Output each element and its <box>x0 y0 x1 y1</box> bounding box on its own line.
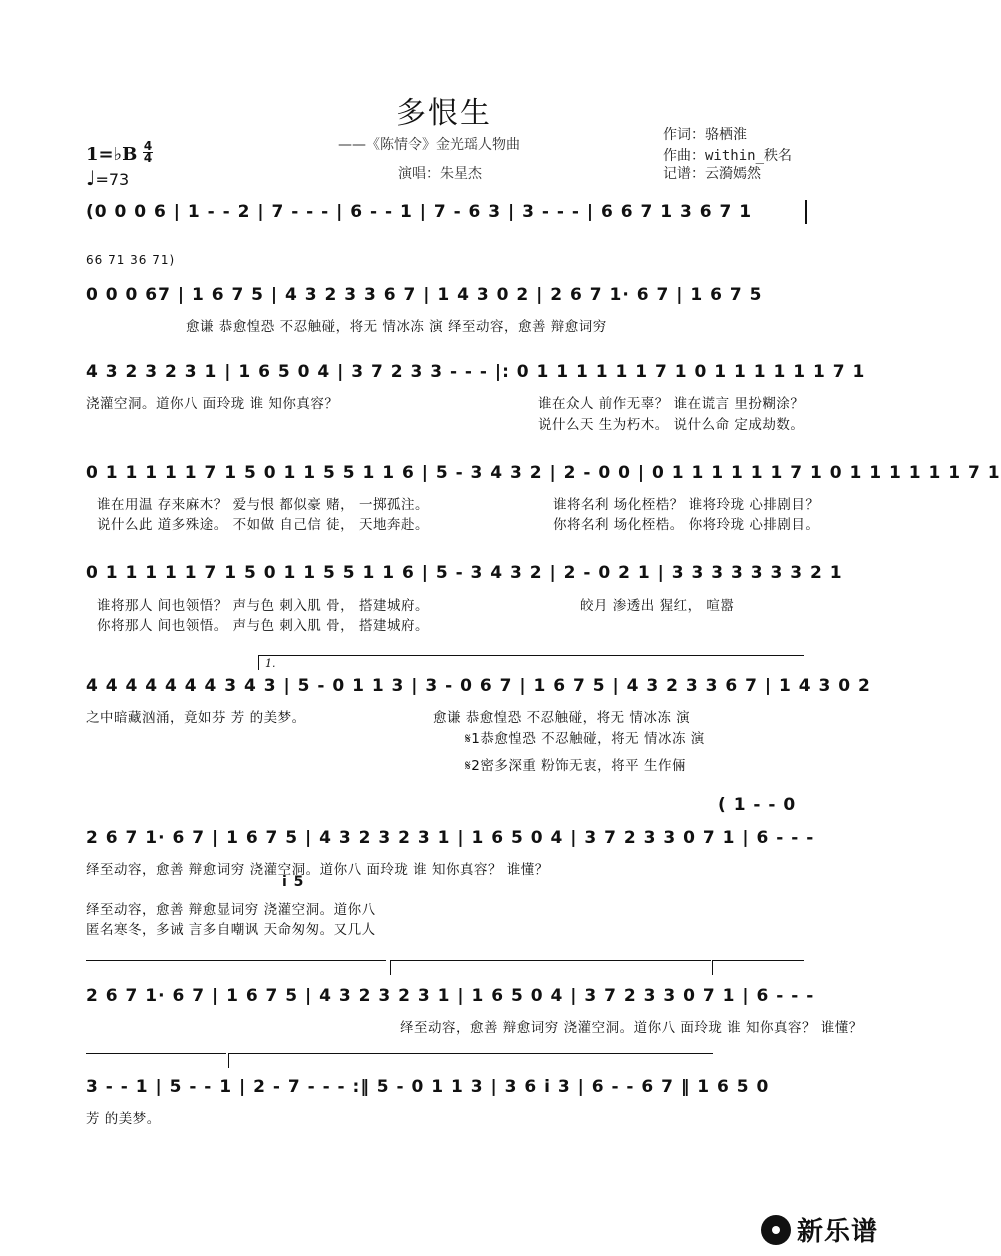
time-signature <box>143 141 153 164</box>
lyrics-row-6: 之中暗藏汹涌，竟如芬 芳 的美梦。 <box>86 710 306 726</box>
subtitle: ——《陈情令》金光瑶人物曲 <box>338 137 520 153</box>
score-row-2-small: 66 71 36 71) <box>86 253 176 267</box>
alt-notes-row-7: i 5 <box>282 874 305 890</box>
lyrics-row-4-r2: 你将名利 场化桎梏。 你将玲珑 心排剧目。 <box>553 517 820 533</box>
row-9-rule <box>86 1053 226 1054</box>
score-row-2: 0 0 0 67 | 1 6 7 5 | 4 3 2 3 3 6 7 | 1 4 3 0 2 | 2 6 7 1· 6 7 | 1 6 7 5 <box>86 285 763 305</box>
lyrics-row-6-r1: 愈谦 恭愈惶恐 不忍触碰，将无 情冰冻 演 <box>433 710 691 726</box>
lyrics-row-7-b: 绎至动容，愈善 辩愈显词穷 浇灌空洞。道你八 <box>86 902 376 918</box>
logo-text: 新乐谱 <box>796 1217 878 1247</box>
time-sig-bottom: 4 <box>143 151 153 165</box>
score-row-9: 3 - - 1 | 5 - - 1 | 2 - 7 - - - :‖ 5 - 0 1 1 3 | 3 6 i 3 | 6 - - 6 7 ‖ 1 6 5 0 <box>86 1077 770 1097</box>
score-row-7-pre: ( 1 - - 0 <box>718 795 797 815</box>
first-ending-bracket <box>258 655 804 670</box>
row-8-rule <box>86 960 386 961</box>
composer-credit: 作曲：within_秩名 <box>663 148 793 164</box>
score-row-5: 0 1 1 1 1 1 7 1 5 0 1 1 5 5 1 1 6 | 5 - 3 4 3 2 | 2 - 0 2 1 | 3 3 3 3 3 3 3 2 1 <box>86 563 843 583</box>
transcriber-credit: 记谱：云漪嫣然 <box>663 166 761 182</box>
score-row-8: 2 6 7 1· 6 7 | 1 6 7 5 | 4 3 2 3 2 3 1 | 1 6 5 0 4 | 3 7 2 3 3 0 7 1 | 6 - - - <box>86 986 815 1006</box>
quarter-note-icon: ♩ <box>86 166 96 190</box>
singer: 演唱：朱星杰 <box>398 166 482 182</box>
lyrics-row-7-c: 匿名寒冬，多诫 言多自嘲讽 天命匆匆。又几人 <box>86 922 376 938</box>
lyrics-row-4-b: 说什么此 道多殊途。 不如做 自己信 徒， 天地奔赴。 <box>97 517 429 533</box>
lyrics-row-5-b: 你将那人 间也领悟。 声与色 刺入肌 骨， 搭建城府。 <box>97 618 429 634</box>
coda-bracket <box>228 1053 713 1068</box>
lyrics-row-6-r2: 𝄋1恭愈惶恐 不忍触碰，将无 情冰冻 演 <box>465 731 705 747</box>
lyrics-row-6-r3: 𝄋2密多深重 粉饰无衷，将平 生作倆 <box>465 758 686 774</box>
lyrics-row-4-r1: 谁将名利 场化桎梏？ 谁将玲珑 心排剧目？ <box>553 497 820 513</box>
score-row-4: 0 1 1 1 1 1 7 1 5 0 1 1 5 5 1 1 6 | 5 - 3 4 3 2 | 2 - 0 0 | 0 1 1 1 1 1 1 7 1 0 1 1 1 1 1 1 7 1 <box>86 463 1001 483</box>
first-ending-label: 1. <box>265 657 276 670</box>
lyrics-row-4: 谁在用温 存来麻木？ 爱与恨 都似豪 赌， 一掷孤注。 <box>97 497 429 513</box>
lyrics-row-7: 绎至动容，愈善 辩愈词穷 浇灌空洞。道你八 面玲珑 谁 知你真容？ 谁懂？ <box>86 862 549 878</box>
lyrics-row-3-verse1: 谁在众人 前作无辜？ 谁在谎言 里扮糊涂？ <box>538 396 805 412</box>
lyrics-row-5-r1: 皎月 渗透出 猩红， 喧嚣 <box>580 598 735 614</box>
score-row-3: 4 3 2 3 2 3 1 | 1 6 5 0 4 | 3 7 2 3 3 - - - |: 0 1 1 1 1 1 1 7 1 0 1 1 1 1 1 1 7 1 <box>86 362 866 382</box>
time-sig-top: 4 <box>143 139 153 153</box>
score-row-7: 2 6 7 1· 6 7 | 1 6 7 5 | 4 3 2 3 2 3 1 | 1 6 5 0 4 | 3 7 2 3 3 0 7 1 | 6 - - - <box>86 828 815 848</box>
lyrics-row-2: 愈谦 恭愈惶恐 不忍触碰，将无 情冰冻 演 绎至动容，愈善 辩愈词穷 <box>186 319 607 335</box>
barline <box>805 200 807 224</box>
tempo-value: =73 <box>95 170 130 189</box>
lyricist-credit: 作词：骆栖淮 <box>663 127 747 143</box>
lyrics-row-5: 谁将那人 间也领悟？ 声与色 刺入肌 骨， 搭建城府。 <box>97 598 429 614</box>
third-ending-bracket <box>712 960 804 975</box>
score-row-6: 4 4 4 4 4 4 4 3 4 3 | 5 - 0 1 1 3 | 3 - 0 6 7 | 1 6 7 5 | 4 3 2 3 3 6 7 | 1 4 3 0 2 <box>86 676 871 696</box>
site-logo <box>761 1211 878 1248</box>
lyrics-row-8: 绎至动容，愈善 辩愈词穷 浇灌空洞。道你八 面玲珑 谁 知你真容？ 谁懂？ <box>400 1020 863 1036</box>
lyrics-row-9: 芳 的美梦。 <box>86 1111 161 1127</box>
lyrics-row-3: 浇灌空洞。道你八 面玲珑 谁 知你真容？ <box>86 396 339 412</box>
second-ending-bracket <box>390 960 711 975</box>
key-signature: 1=♭B <box>86 144 138 165</box>
score-row-1: (0 0 0 6 | 1 - - 2 | 7 - - - | 6 - - 1 | 7 - 6 3 | 3 - - - | 6 6 7 1 3 6 7 1 <box>86 202 753 222</box>
lyrics-row-3-verse2: 说什么天 生为朽木。 说什么命 定成劫数。 <box>538 417 805 433</box>
tempo-marking <box>86 166 129 190</box>
vinyl-record-icon <box>761 1215 791 1245</box>
page-title: 多恨生 <box>396 96 492 131</box>
